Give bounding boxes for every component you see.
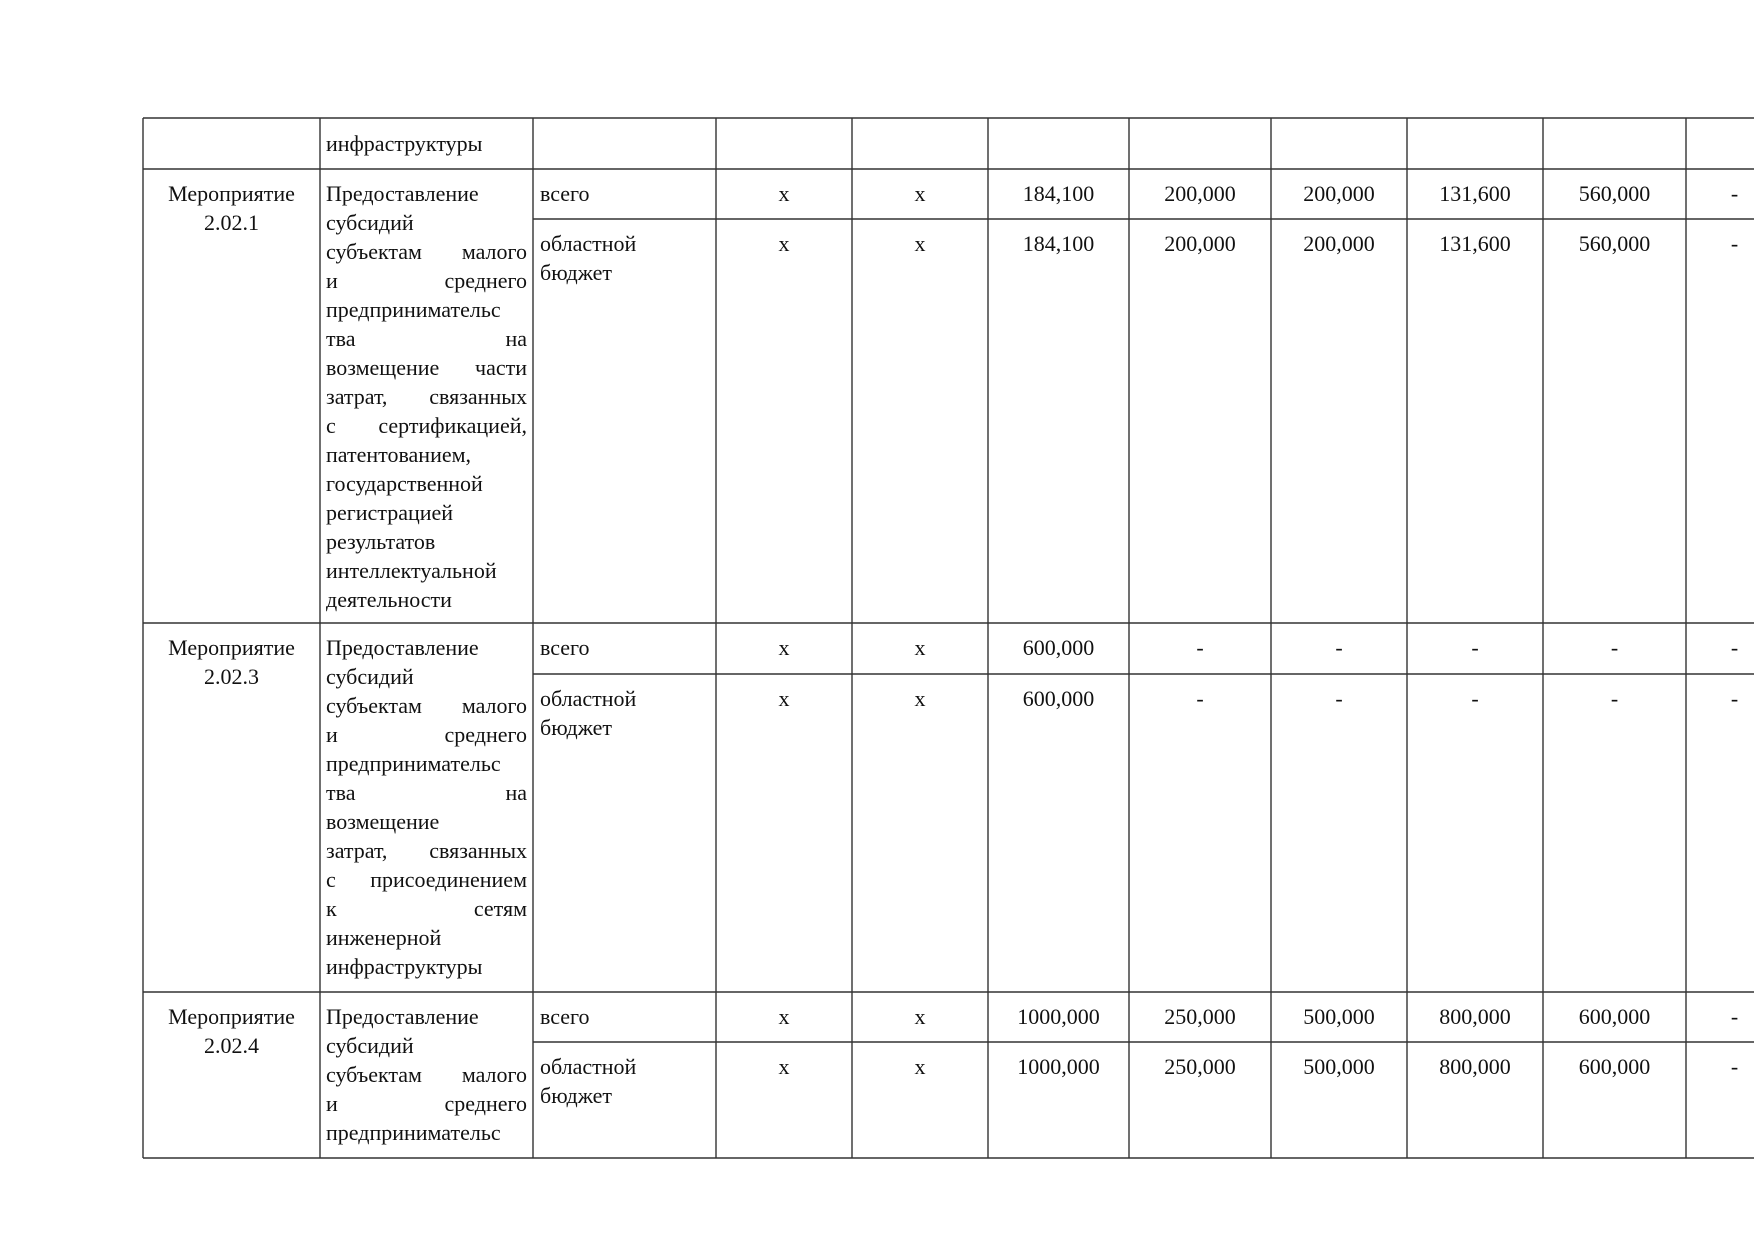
description-word: интеллектуальной xyxy=(326,558,497,583)
source-name: областной xyxy=(540,686,637,711)
description-word: субъектам xyxy=(326,239,422,264)
description-word: малого xyxy=(461,239,527,264)
description-line xyxy=(326,1118,527,1147)
value-cell-v6: - xyxy=(1730,181,1739,206)
value-cell-v6: - xyxy=(1730,231,1739,256)
value-cell-v4: - xyxy=(1471,635,1479,660)
value-cell-col1: х xyxy=(778,635,790,660)
description-word: присоединением xyxy=(370,867,527,892)
description-line xyxy=(326,691,527,720)
description-word: инженерной xyxy=(326,925,442,950)
measure-code: 2.02.4 xyxy=(204,1033,259,1058)
measure-description xyxy=(326,179,527,614)
measure-code: 2.02.3 xyxy=(204,664,259,689)
description-word: предпринимательс xyxy=(326,297,501,322)
value-cell-col1: х xyxy=(778,231,790,256)
description-word: инфраструктуры xyxy=(326,954,483,979)
description-word: предпринимательс xyxy=(326,1120,501,1145)
description-word: Предоставление xyxy=(326,1004,479,1029)
description-line xyxy=(326,1089,527,1118)
description-word: малого xyxy=(461,1062,527,1087)
description-word: связанных xyxy=(429,384,527,409)
source-name: областной xyxy=(540,1054,637,1079)
description-line xyxy=(326,324,527,353)
description-line xyxy=(326,266,527,295)
value-cell-v2: 200,000 xyxy=(1164,181,1236,206)
value-cell-v4: 131,600 xyxy=(1439,181,1511,206)
measure-description xyxy=(326,1002,527,1147)
value-cell-v2: 200,000 xyxy=(1164,231,1236,256)
description-line xyxy=(326,1002,527,1031)
source-name: областной xyxy=(540,231,637,256)
description-line xyxy=(326,295,527,324)
description-line xyxy=(326,778,527,807)
measure-label: Мероприятие xyxy=(168,635,295,660)
budget-table xyxy=(143,118,1754,1158)
value-cell-v5: 600,000 xyxy=(1578,1054,1651,1079)
value-cell-col1: х xyxy=(778,181,790,206)
description-word: и xyxy=(326,1091,338,1116)
value-cell-v4: 800,000 xyxy=(1439,1054,1511,1079)
description-word: сертификацией, xyxy=(378,413,527,438)
description-word: с xyxy=(326,867,336,892)
description-word: субсидий xyxy=(326,210,414,235)
description-word: результатов xyxy=(326,529,436,554)
description-word: связанных xyxy=(429,838,527,863)
description-line xyxy=(326,556,527,585)
description-word: патентованием, xyxy=(326,442,472,467)
value-cell-v5: 600,000 xyxy=(1578,1004,1651,1029)
value-cell-col2: х xyxy=(914,686,926,711)
description-word: субсидий xyxy=(326,1033,414,1058)
measure-code: 2.02.1 xyxy=(204,210,259,235)
value-cell-v2: 250,000 xyxy=(1164,1054,1236,1079)
description-word: затрат, xyxy=(326,838,388,863)
source-name: всего xyxy=(540,181,590,206)
description-word: регистрацией xyxy=(326,500,454,525)
description-word: среднего xyxy=(444,268,527,293)
value-cell-v3: 500,000 xyxy=(1303,1054,1375,1079)
source-name: всего xyxy=(540,1004,590,1029)
value-cell-v6: - xyxy=(1730,1054,1739,1079)
measure-label: Мероприятие xyxy=(168,181,295,206)
value-cell-v5: 560,000 xyxy=(1578,181,1651,206)
value-cell-v5: 560,000 xyxy=(1578,231,1651,256)
value-cell-col2: х xyxy=(914,181,926,206)
value-cell-v6: - xyxy=(1730,1004,1739,1029)
description-word: с xyxy=(326,413,336,438)
description-line xyxy=(326,411,527,440)
description-word: субъектам xyxy=(326,693,422,718)
description-word: малого xyxy=(461,693,527,718)
description-line xyxy=(326,208,527,237)
value-cell-col2: х xyxy=(914,1054,926,1079)
description-word: государственной xyxy=(326,471,483,496)
description-line xyxy=(326,952,527,981)
value-cell-col2: х xyxy=(914,231,926,256)
value-cell-v2: - xyxy=(1196,686,1204,711)
value-cell-v2: - xyxy=(1196,635,1204,660)
description-word: к xyxy=(326,896,337,921)
description-line xyxy=(326,440,527,469)
description-line xyxy=(326,894,527,923)
value-cell-col1: х xyxy=(778,686,790,711)
value-cell-v3: 200,000 xyxy=(1303,181,1375,206)
description-line xyxy=(326,633,527,662)
description-word: Предоставление xyxy=(326,635,479,660)
value-cell-v1: 1000,000 xyxy=(1017,1004,1100,1029)
description-word: среднего xyxy=(444,722,527,747)
description-word: затрат, xyxy=(326,384,388,409)
value-cell-v4: - xyxy=(1471,686,1479,711)
value-cell-v6: - xyxy=(1730,686,1739,711)
description-word: и xyxy=(326,722,338,747)
description-word: субъектам xyxy=(326,1062,422,1087)
description-line xyxy=(326,807,527,836)
description-line xyxy=(326,836,527,865)
value-cell-v1: 184,100 xyxy=(1022,181,1095,206)
description-word: и xyxy=(326,268,338,293)
value-cell-v1: 600,000 xyxy=(1022,686,1095,711)
description-line xyxy=(326,585,527,614)
source-name: бюджет xyxy=(540,1083,612,1108)
value-cell-col1: х xyxy=(778,1054,790,1079)
value-cell-v1: 1000,000 xyxy=(1017,1054,1100,1079)
value-cell-v3: 200,000 xyxy=(1303,231,1375,256)
description-line xyxy=(326,923,527,952)
description-word: Предоставление xyxy=(326,181,479,206)
description-line xyxy=(326,237,527,266)
description-line xyxy=(326,179,527,208)
description-word: на xyxy=(505,780,527,805)
description-word: тва xyxy=(326,326,356,351)
description-line xyxy=(326,865,527,894)
description-line xyxy=(326,353,527,382)
description-word: части xyxy=(475,355,527,380)
description-line xyxy=(326,662,527,691)
value-cell-col1: х xyxy=(778,1004,790,1029)
value-cell-v4: 800,000 xyxy=(1439,1004,1511,1029)
value-cell-v2: 250,000 xyxy=(1164,1004,1236,1029)
value-cell-v3: - xyxy=(1335,686,1343,711)
value-cell-col2: х xyxy=(914,1004,926,1029)
description-word: среднего xyxy=(444,1091,527,1116)
value-cell-v3: - xyxy=(1335,635,1343,660)
measure-description xyxy=(326,633,527,981)
description-line xyxy=(326,720,527,749)
value-cell-v6: - xyxy=(1730,635,1739,660)
source-name: бюджет xyxy=(540,715,612,740)
description-word: возмещение xyxy=(326,809,440,834)
description-word: деятельности xyxy=(326,587,452,612)
description-word: возмещение xyxy=(326,355,440,380)
description-word: на xyxy=(505,326,527,351)
description-word: сетям xyxy=(473,896,527,921)
description-line xyxy=(326,527,527,556)
description-line xyxy=(326,382,527,411)
source-name: бюджет xyxy=(540,260,612,285)
value-cell-v5: - xyxy=(1610,686,1619,711)
value-cell-v1: 184,100 xyxy=(1022,231,1095,256)
description-word: предпринимательс xyxy=(326,751,501,776)
measure-label: Мероприятие xyxy=(168,1004,295,1029)
description-word: субсидий xyxy=(326,664,414,689)
description-line xyxy=(326,498,527,527)
value-cell-col2: х xyxy=(914,635,926,660)
description-line xyxy=(326,1060,527,1089)
description-word: тва xyxy=(326,780,356,805)
carryover-description: инфраструктуры xyxy=(326,131,483,156)
value-cell-v4: 131,600 xyxy=(1439,231,1511,256)
value-cell-v1: 600,000 xyxy=(1022,635,1095,660)
source-name: всего xyxy=(540,635,590,660)
description-line xyxy=(326,1031,527,1060)
value-cell-v3: 500,000 xyxy=(1303,1004,1375,1029)
value-cell-v5: - xyxy=(1610,635,1619,660)
description-line xyxy=(326,749,527,778)
description-line xyxy=(326,469,527,498)
